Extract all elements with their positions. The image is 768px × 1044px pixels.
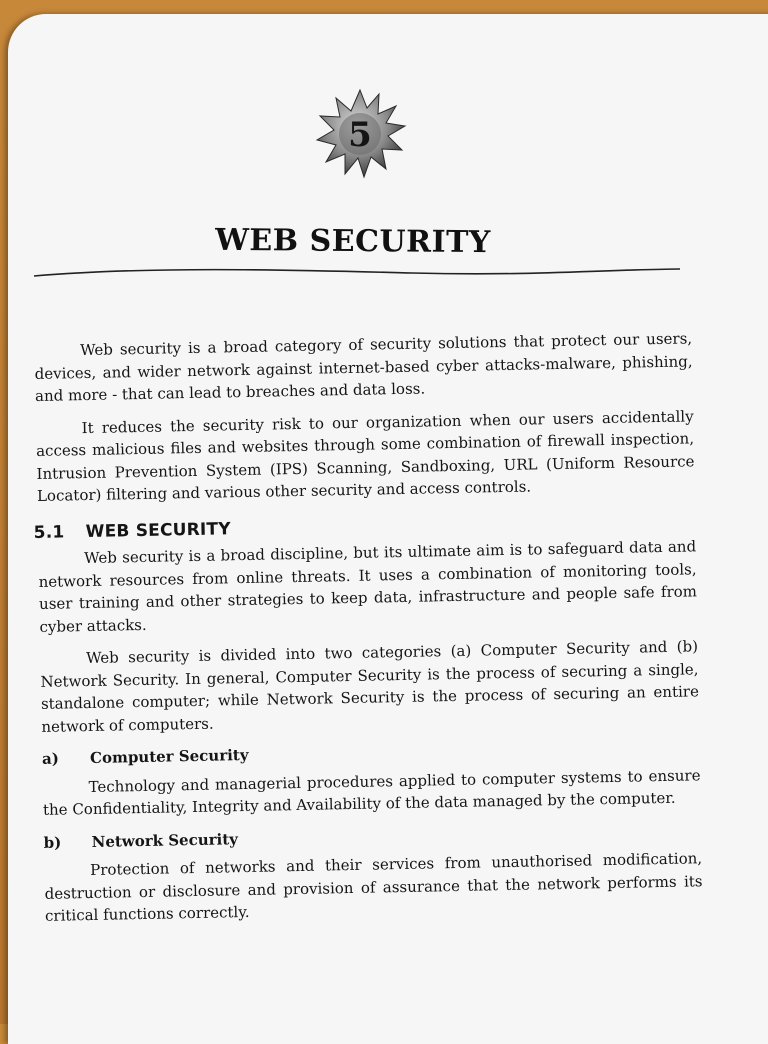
section-paragraph-2: Web security is divided into two categories (a) Computer Security and (b) Network Security. In general, Computer Security is the process of securing a single, standalone computer; while Network Security is the process of securing an entire network of computers. bbox=[40, 637, 700, 736]
title-underline bbox=[32, 264, 682, 286]
section-title: WEB SECURITY bbox=[85, 518, 231, 542]
chapter-badge bbox=[312, 86, 408, 182]
book-page bbox=[8, 14, 768, 1044]
section-number: 5.1 bbox=[33, 521, 65, 543]
page-content bbox=[34, 327, 703, 937]
intro-paragraph-1: Web security is a broad category of security solutions that protect our users, devices, and wider network against internet-based cyber attacks-malware, phishing, and more - that can lead to breaches and data loss. bbox=[34, 329, 693, 405]
chapter-title: WEB SECURITY bbox=[215, 222, 491, 261]
subsection-paragraph-network-security: Protection of networks and their services from unauthorised modification, destruction or disclosure and provision of assurance that the network performs its critical functions correctly. bbox=[44, 849, 703, 925]
subsection-letter: a) bbox=[41, 749, 60, 768]
subsection-paragraph-computer-security: Technology and managerial procedures applied to computer systems to ensure the Confidentiality, Integrity and Availability of the data managed by the computer. bbox=[42, 765, 701, 819]
star-burst-icon bbox=[312, 86, 408, 182]
subsection-letter: b) bbox=[43, 833, 62, 852]
section-paragraph-1: Web security is a broad discipline, but its ultimate aim is to safeguard data and network resources from online threats. It uses a combination of monitoring tools, user training and other strategies to keep data, infrastructure and people safe from cyber attacks. bbox=[38, 537, 698, 636]
subsection-title: Computer Security bbox=[89, 745, 249, 767]
intro-paragraph-2: It reduces the security risk to our organization when our users accidentally access malicious files and websites through some combination of firewall inspection, Intrusion Prevention System (IPS) Scanning, Sandboxing, URL (Uniform Resource Locator) filtering and various other security and access controls. bbox=[35, 406, 695, 505]
subsection-title: Network Security bbox=[91, 829, 239, 851]
chapter-number: 5 bbox=[348, 115, 372, 155]
